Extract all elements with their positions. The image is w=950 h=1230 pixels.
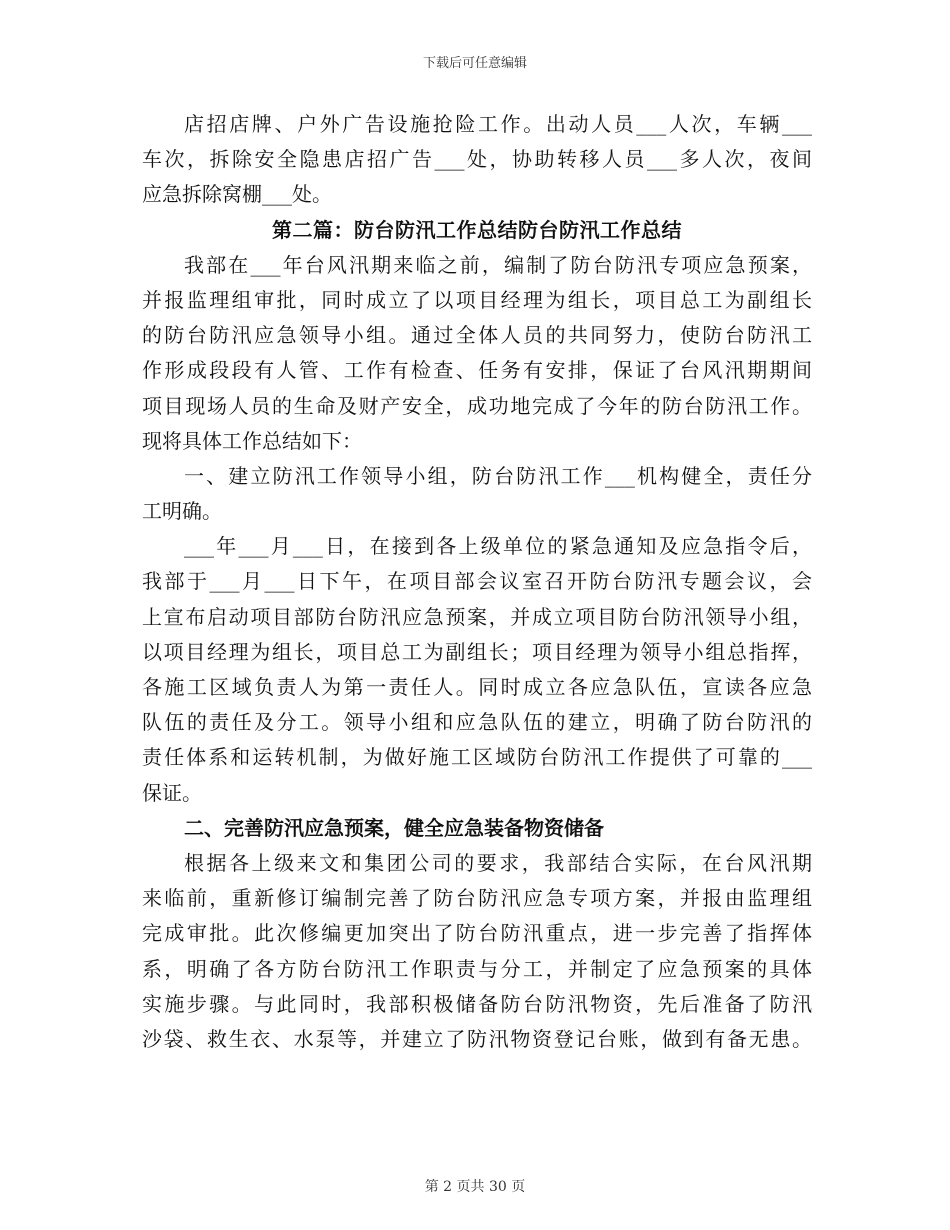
- text-line: 完成审批。此次修编更加突出了防台防汛重点，进一步完善了指挥体: [142, 921, 812, 946]
- text-line: 店招店牌、户外广告设施抢险工作。出动人员___人次，车辆___: [184, 112, 812, 136]
- text-line: 各施工区域负责人为第一责任人。同时成立各应急队伍，宣读各应急: [142, 675, 812, 699]
- text-line: 保证。: [142, 780, 202, 805]
- text-line: 我部于___月___日下午，在项目部会议室召开防台防汛专题会议，会: [142, 569, 812, 594]
- text-line: 现将具体工作总结如下：: [142, 428, 362, 453]
- text-line: 根据各上级来文和集团公司的要求，我部结合实际，在台风汛期: [184, 850, 812, 875]
- text-line: 应急拆除窝棚___处。: [142, 182, 332, 207]
- text-line: 我部在___年台风汛期来临之前，编制了防台防汛专项应急预案，: [184, 252, 812, 277]
- section-title: 第二篇：防台防汛工作总结防台防汛工作总结: [272, 217, 682, 242]
- document-body: [142, 107, 812, 1057]
- text-line: 以项目经理为组长，项目总工为副组长；项目经理为领导小组总指挥，: [142, 639, 812, 664]
- point-heading: 一、建立防汛工作领导小组，防台防汛工作___机构健全，责任分: [184, 463, 812, 488]
- text-line: 的防台防汛应急领导小组。通过全体人员的共同努力，使防台防汛工: [142, 323, 812, 348]
- text-line: 实施步骤。与此同时，我部积极储备防台防汛物资，先后准备了防汛: [142, 991, 812, 1016]
- text-line: 系，明确了各方防台防汛工作职责与分工，并制定了应急预案的具体: [142, 956, 812, 981]
- text-line: 车次，拆除安全隐患店招广告___处，协助转移人员___多人次，夜间: [142, 147, 812, 172]
- text-line: 作形成段段有人管、工作有检查、任务有安排，保证了台风汛期期间: [142, 358, 812, 383]
- text-line: 责任体系和运转机制，为做好施工区域防台防汛工作提供了可靠的___: [142, 745, 812, 770]
- page-header-note: 下载后可任意编辑: [422, 56, 527, 71]
- text-line: 沙袋、救生衣、水泵等，并建立了防汛物资登记台账，做到有备无患。: [142, 1026, 812, 1051]
- text-line: 队伍的责任及分工。领导小组和应急队伍的建立，明确了防台防汛的: [142, 710, 812, 735]
- text-line: 来临前，重新修订编制完善了防台防汛应急专项方案，并报由监理组: [142, 886, 812, 911]
- point-heading-bold: 二、完善防汛应急预案，健全应急装备物资储备: [184, 815, 604, 840]
- text-line: 上宣布启动项目部防台防汛应急预案，并成立项目防台防汛领导小组，: [142, 604, 812, 629]
- text-line: ___年___月___日，在接到各上级单位的紧急通知及应急指令后，: [184, 534, 812, 559]
- text-line: 工明确。: [142, 499, 222, 524]
- text-line: 并报监理组审批，同时成立了以项目经理为组长，项目总工为副组长: [142, 287, 812, 312]
- text-line: 项目现场人员的生命及财产安全，成功地完成了今年的防台防汛工作。: [142, 393, 812, 418]
- page-number: 第 2 页共 30 页: [424, 1179, 526, 1195]
